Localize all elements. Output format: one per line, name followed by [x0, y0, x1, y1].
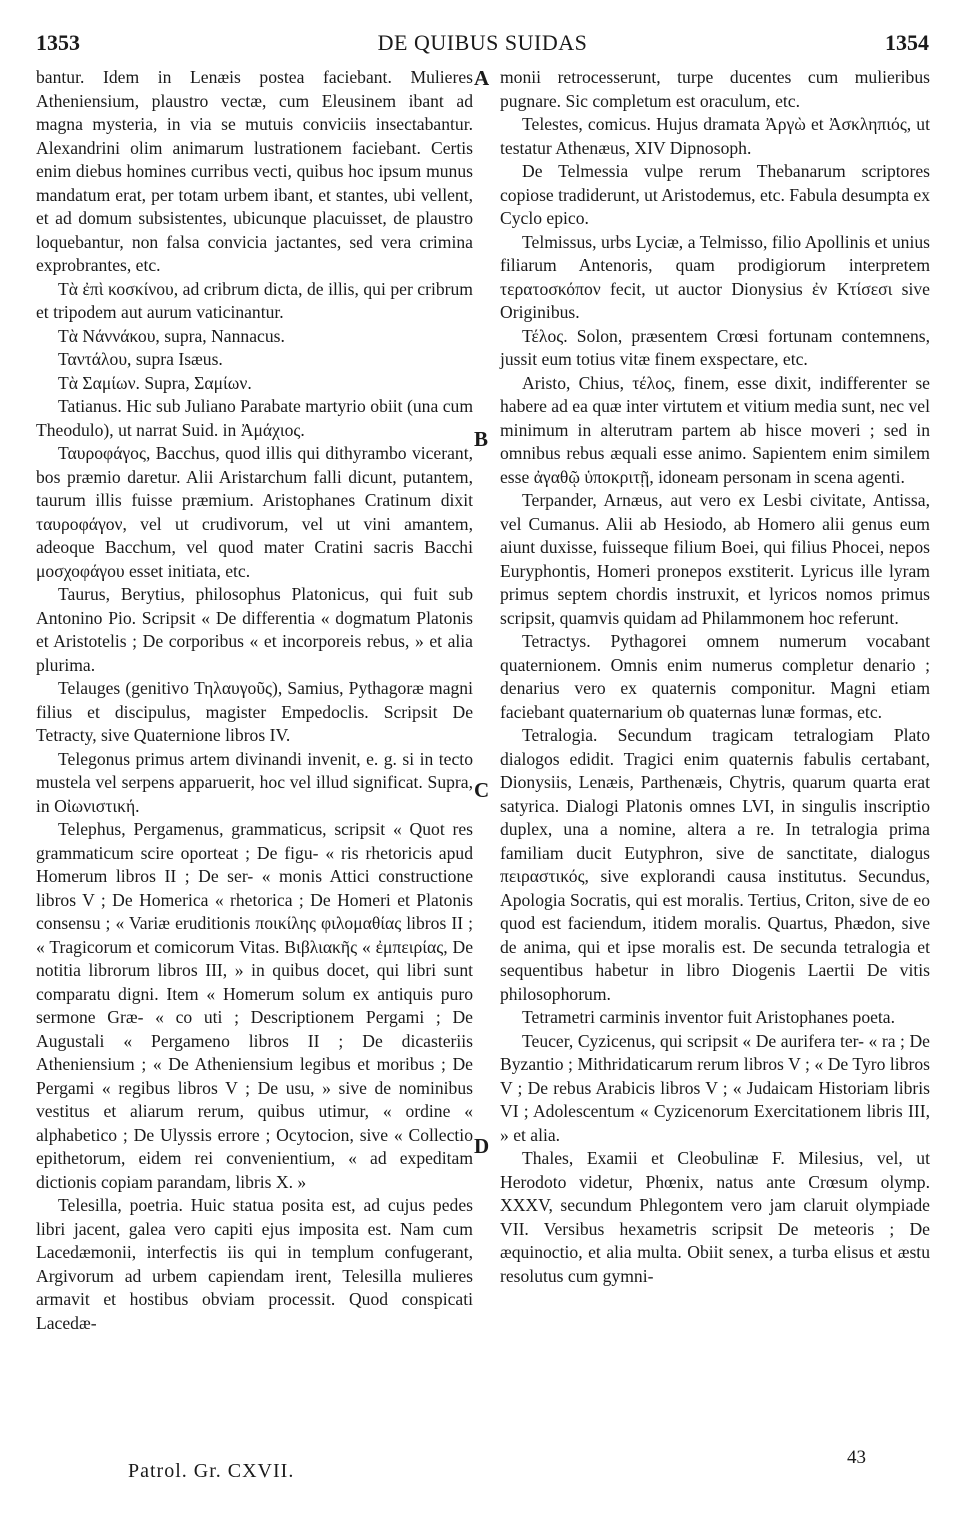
paragraph: Τέλος. Solon, præsentem Crœsi fortunam contemnens, jussit eum totius vitæ finem exspectare, etc.	[500, 325, 930, 369]
paragraph: Tetrametri carminis inventor fuit Aristophanes poeta.	[522, 1007, 896, 1027]
paragraph: Telephus, Pergamenus, grammaticus, scripsit « Quot res grammaticum scire oporteat ; De figu- « ris rhetoricis apud Homerum libros II ; De ser- « monis Attici constructione libros V ; De Homerica « rhetorica ; De Homeri et Platonis consensu ; « Variæ eruditionis ποικίλης φιλομαθίας libros II ; « Tragicorum et comicorum Vitas. Βιβλιακῆς « ἐμπειρίας, De notitia librorum libros III, » in quibus docet, qui libri sunt comparatu digni. Item « Homerum solum ex antiquis puro sermone Græ- « co uti ; Descriptionem Pergami ; De Augustali « Pergameno libros II ; De dicasteriis Atheniensium ; « De Atheniensium legibus et moribus ; De Pergami « regibus libros V ; De usu, » sive de nominibus vestitus et aliarum rerum, quibus utimur, « ordine « alphabetico ; De Ulyssis errore ; Ocytocion, sive « Collectio epithetorum, eidem rei convenientium, « ad expeditam dictionis copiam parandam, libris X. »	[36, 819, 473, 1192]
signature-number: 43	[847, 1447, 866, 1468]
paragraph: Telestes, comicus. Hujus dramata Ἀργὼ et Ἀσκληπιός, ut testatur Athenæus, XIV Dipnosoph.	[500, 114, 930, 158]
paragraph: Telmissus, urbs Lyciæ, a Telmisso, filio Apollinis et unius filiarum Antenoris, quam prodigiorum interpretem τερατοσκόπον fecit, ut auctor Dionysius ἐν Κτίσεσι sive Originibus.	[500, 231, 930, 322]
series-footer: Patrol. Gr. CXVII.	[128, 1460, 295, 1482]
left-column	[36, 66, 473, 1335]
paragraph: De Telmessia vulpe rerum Thebanarum scriptores copiose tradiderunt, ut Aristodemus, etc. Fabula desumpta ex Cyclo epico.	[500, 161, 930, 228]
paragraph: Teucer, Cyzicenus, qui scripsit « De aurifera ter- « ra ; De Byzantio ; Mithridaticarum rerum libros V ; « De Tyro libros V ; De rebus Arabicis libros V ; « Judaicam Historiam libris VI ; Adolescentum « Cyzicenorum Exercitationem libris III, » et alia.	[500, 1030, 930, 1145]
paragraph: Tatianus. Hic sub Juliano Parabate martyrio obiit (una cum Theodulo), ut narrat Suid. in Ἀμάχιος.	[36, 396, 473, 440]
paragraph: Terpander, Arnæus, aut vero ex Lesbi civitate, Antissa, vel Cumanus. Alii ab Hesiodo, ab Homero alii genus eum aiunt duxisse, fuisseque filium Boei, qui filius Phocei, nepos Euryphontis, Homeri pronepos exstiterit. Lyricus ille lyram primus septem chordis instruxit, et lyricos nomos primus scripsit, quamvis quidam ad Philammonem hoc referunt.	[500, 490, 930, 628]
paragraph: Tetralogia. Secundum tragicam tetralogiam Plato dialogos edidit. Tragici enim quaternis fabulis certabant, Dionysiis, Lenæis, Parthenæis, Chytris, quarum quarta erat satyrica. Dialogi Platonis omnes LVI, in singulis inscriptio duplex, una a nomine, altera a re. In tetralogia prima familiam ducit Eutyphron, sive de sanctitate, dialogus πειραστικός, sive explorandi causa institutus. Secundus, Apologia Socratis, qui est moralis. Tertius, Criton, sive de eo quod est faciendum, itidem moralis. Quartus, Phædon, sive de anima, qui et ipse moralis est. De secunda tetralogia et sequentibus habetur in libro Diogenis Laertii De vitis philosophorum.	[500, 725, 930, 1004]
paragraph: Telegonus primus artem divinandi invenit, e. g. si in tecto mustela vel serpens apparuerit, hoc vel illud significat. Supra, in Οἰωνιστική.	[36, 748, 473, 816]
paragraph: Τὰ ἐπὶ κοσκίνου, ad cribrum dicta, de illis, qui per cribrum et tripodem aut aurum vaticinantur.	[36, 278, 473, 322]
section-marker-c: C	[474, 778, 490, 802]
section-marker-d: D	[474, 1134, 490, 1158]
paragraph: Tetractys. Pythagorei omnem numerum vocabant quaternionem. Omnis enim numerus completur denario ; denarius vero ex quaternis componitur. Magni etiam faciebant quaternarium ob quaternas lunæ formas, etc.	[500, 631, 930, 722]
section-marker-a: A	[474, 66, 490, 90]
paragraph: Thales, Examii et Cleobulinæ F. Milesius, vel, ut Herodoto videtur, Phœnix, natus ante Crœsum olymp. XXXV, secundum Phlegontem vero jam claruit olympiade VII. Versibus hexametris scripsit De meteoris ; De æquinoctio, et alia multa. Obiit senex, a turba elisus et æstu resolutus cum gymni-	[500, 1148, 930, 1286]
paragraph: Aristo, Chius, τέλος, finem, esse dixit, indifferenter se habere ad ea quæ inter virtutem et vitium media sunt, nec vel minimum in alterutram partem ab hisce moveri ; sed in omnibus rebus æquali esse animo. Sapientem enim similem esse ἀγαθῷ ὑποκριτῇ, idoneam personam in scena agenti.	[500, 372, 930, 487]
paragraph: monii retrocesserunt, turpe ducentes cum mulieribus pugnare. Sic completum est oraculum, etc.	[500, 67, 930, 111]
running-title: DE QUIBUS SUIDAS	[377, 30, 588, 55]
paragraph: Ταντάλου, supra Isæus.	[58, 349, 223, 369]
right-column	[500, 66, 930, 1288]
page-number-left: 1353	[36, 30, 80, 55]
paragraph: Τὰ Σαμίων. Supra, Σαμίων.	[58, 372, 252, 393]
paragraph: Ταυροφάγος, Bacchus, quod illis qui dithyrambo vicerant, bos præmio daretur. Alii Aristarchum falli dicunt, putantem, taurum illis fuisse præmium. Aristophanes Cratinum dixit ταυροφάγον, vel ut crudivorum, vel ut vini amantem, adeoque Bacchum, vel quod mater Cratini sacris Bacchi μοσχοφάγου esset initiata, etc.	[36, 443, 473, 581]
page-header	[36, 30, 929, 60]
paragraph: Telauges (genitivo Τηλαυγοῦς), Samius, Pythagoræ magni filius et discipulus, magister Empedoclis. Scripsit De Tetracty, sive Quaternione libros IV.	[36, 678, 473, 745]
paragraph: Τὰ Νάννάκου, supra, Nannacus.	[58, 325, 285, 346]
paragraph: Telesilla, poetria. Huic statua posita est, ad cujus pedes libri jacent, galea vero capiti ejus imposita est. Nam cum Lacedæmonii, interfectis iis qui in templum confugerant, Argivorum ad urbem capiendam irent, Telesilla mulieres armavit et hostibus obviam processit. Quod conspicati Lacedæ-	[36, 1195, 473, 1333]
page-number-right: 1354	[885, 30, 929, 55]
paragraph: bantur. Idem in Lenæis postea faciebant. Mulieres Atheniensium, plaustro vectæ, cum Eleusinem ibant ad magna mysteria, in via se mutuis conviciis insectabantur. Alexandrini olim animarum lustrationem faciebant. Certis enim diebus homines curribus vecti, quibus hoc ipsum munus mandatum erat, per totam urbem ibant, et stantes, ubi vellent, et ad domum subsistentes, ubicunque placuisset, de plaustro loquebantur, non falsa convicia jactantes, sed vera crimina exprobrantes, etc.	[36, 67, 473, 275]
paragraph: Taurus, Berytius, philosophus Platonicus, qui fuit sub Antonino Pio. Scripsit « De differentia « dogmatum Platonis et Aristotelis ; De corporibus « et incorporeis rebus, » et alia plurima.	[36, 584, 473, 675]
section-marker-b: B	[474, 427, 489, 451]
